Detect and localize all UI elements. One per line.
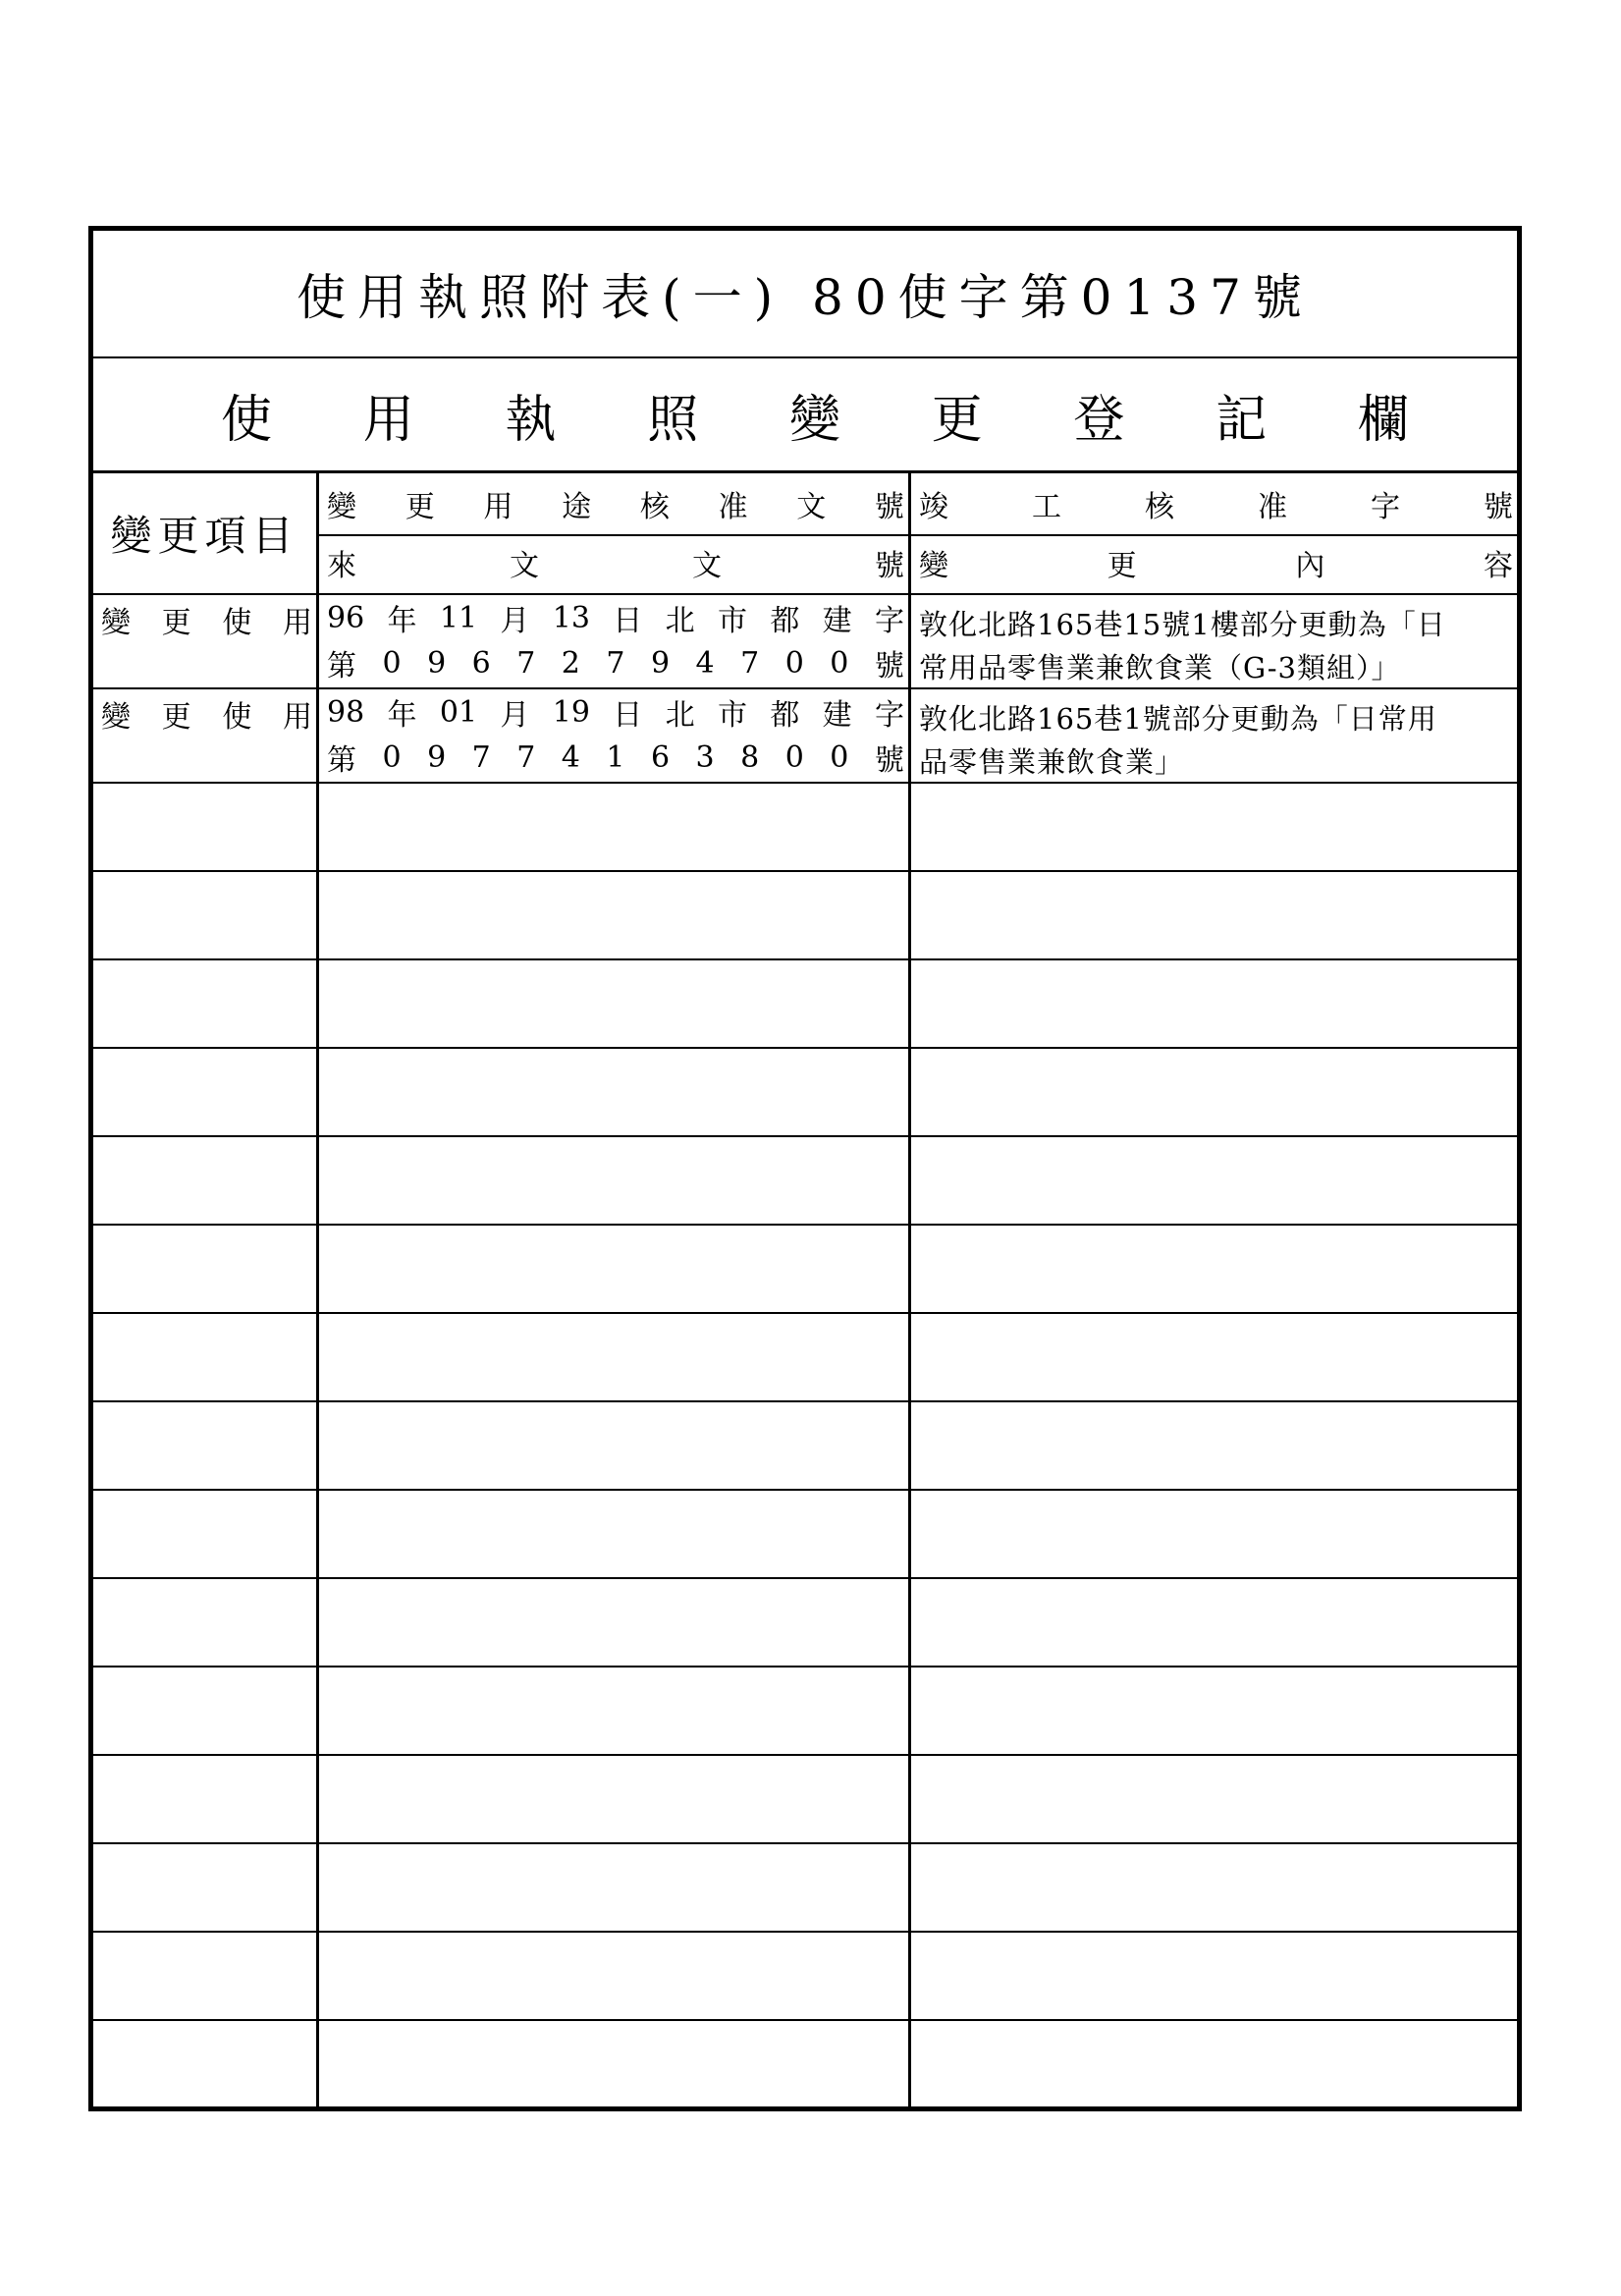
form-title-row: [93, 231, 1517, 358]
change-content-header: 變 更 內 容: [919, 549, 1513, 583]
record-1-content-line1: 敦化北路165巷15號1樓部分更動為「日: [919, 608, 1446, 641]
record-2-content-line1: 敦化北路165巷1號部分更動為「日常用: [919, 702, 1437, 736]
record-2-item: 變 更 使 用: [101, 700, 312, 735]
change-item-header: 變更項目: [110, 512, 299, 560]
document-number-column: [319, 473, 911, 2111]
change-record-form: [88, 226, 1522, 2111]
subtitle-char: 用: [362, 390, 414, 450]
record-2-doc-line2: 第 0 9 7 7 4 1 6 3 8 0 0 號: [327, 739, 904, 778]
subtitle-char: 欄: [1357, 390, 1409, 450]
subtitle-char: 記: [1216, 390, 1268, 450]
record-2-doc-line1: 98 年 01 月 19 日 北 市 都 建 字: [327, 694, 904, 733]
subtitle-char: 照: [647, 390, 699, 450]
record-1-content-line2: 常用品零售業兼飲食業（G-3類組）」: [919, 651, 1401, 684]
record-1-doc-line1: 96 年 11 月 13 日 北 市 都 建 字: [327, 600, 904, 638]
approval-number-header: 變 更 用 途 核 准 文 號: [327, 490, 904, 524]
incoming-number-header: 來 文 文 號: [327, 549, 904, 583]
completion-number-header: 竣 工 核 准 字 號: [919, 490, 1513, 524]
subtitle-char: 變: [788, 390, 840, 450]
record-1-item: 變 更 使 用: [101, 606, 312, 640]
record-grid: [93, 473, 1517, 2111]
form-title: 使用執照附表(一) 80使字第0137號: [297, 269, 1314, 326]
subtitle-char: 執: [505, 390, 557, 450]
record-2-content-line2: 品零售業兼飲食業」: [919, 745, 1185, 779]
subtitle-char: 使: [221, 390, 273, 450]
subtitle-char: 登: [1073, 390, 1125, 450]
change-item-column: [93, 473, 319, 2111]
change-content-column: [911, 473, 1517, 2111]
subtitle-char: 更: [931, 390, 983, 450]
form-subtitle: [93, 358, 1517, 473]
record-1-doc-line2: 第 0 9 6 7 2 7 9 4 7 0 0 號: [327, 645, 904, 683]
